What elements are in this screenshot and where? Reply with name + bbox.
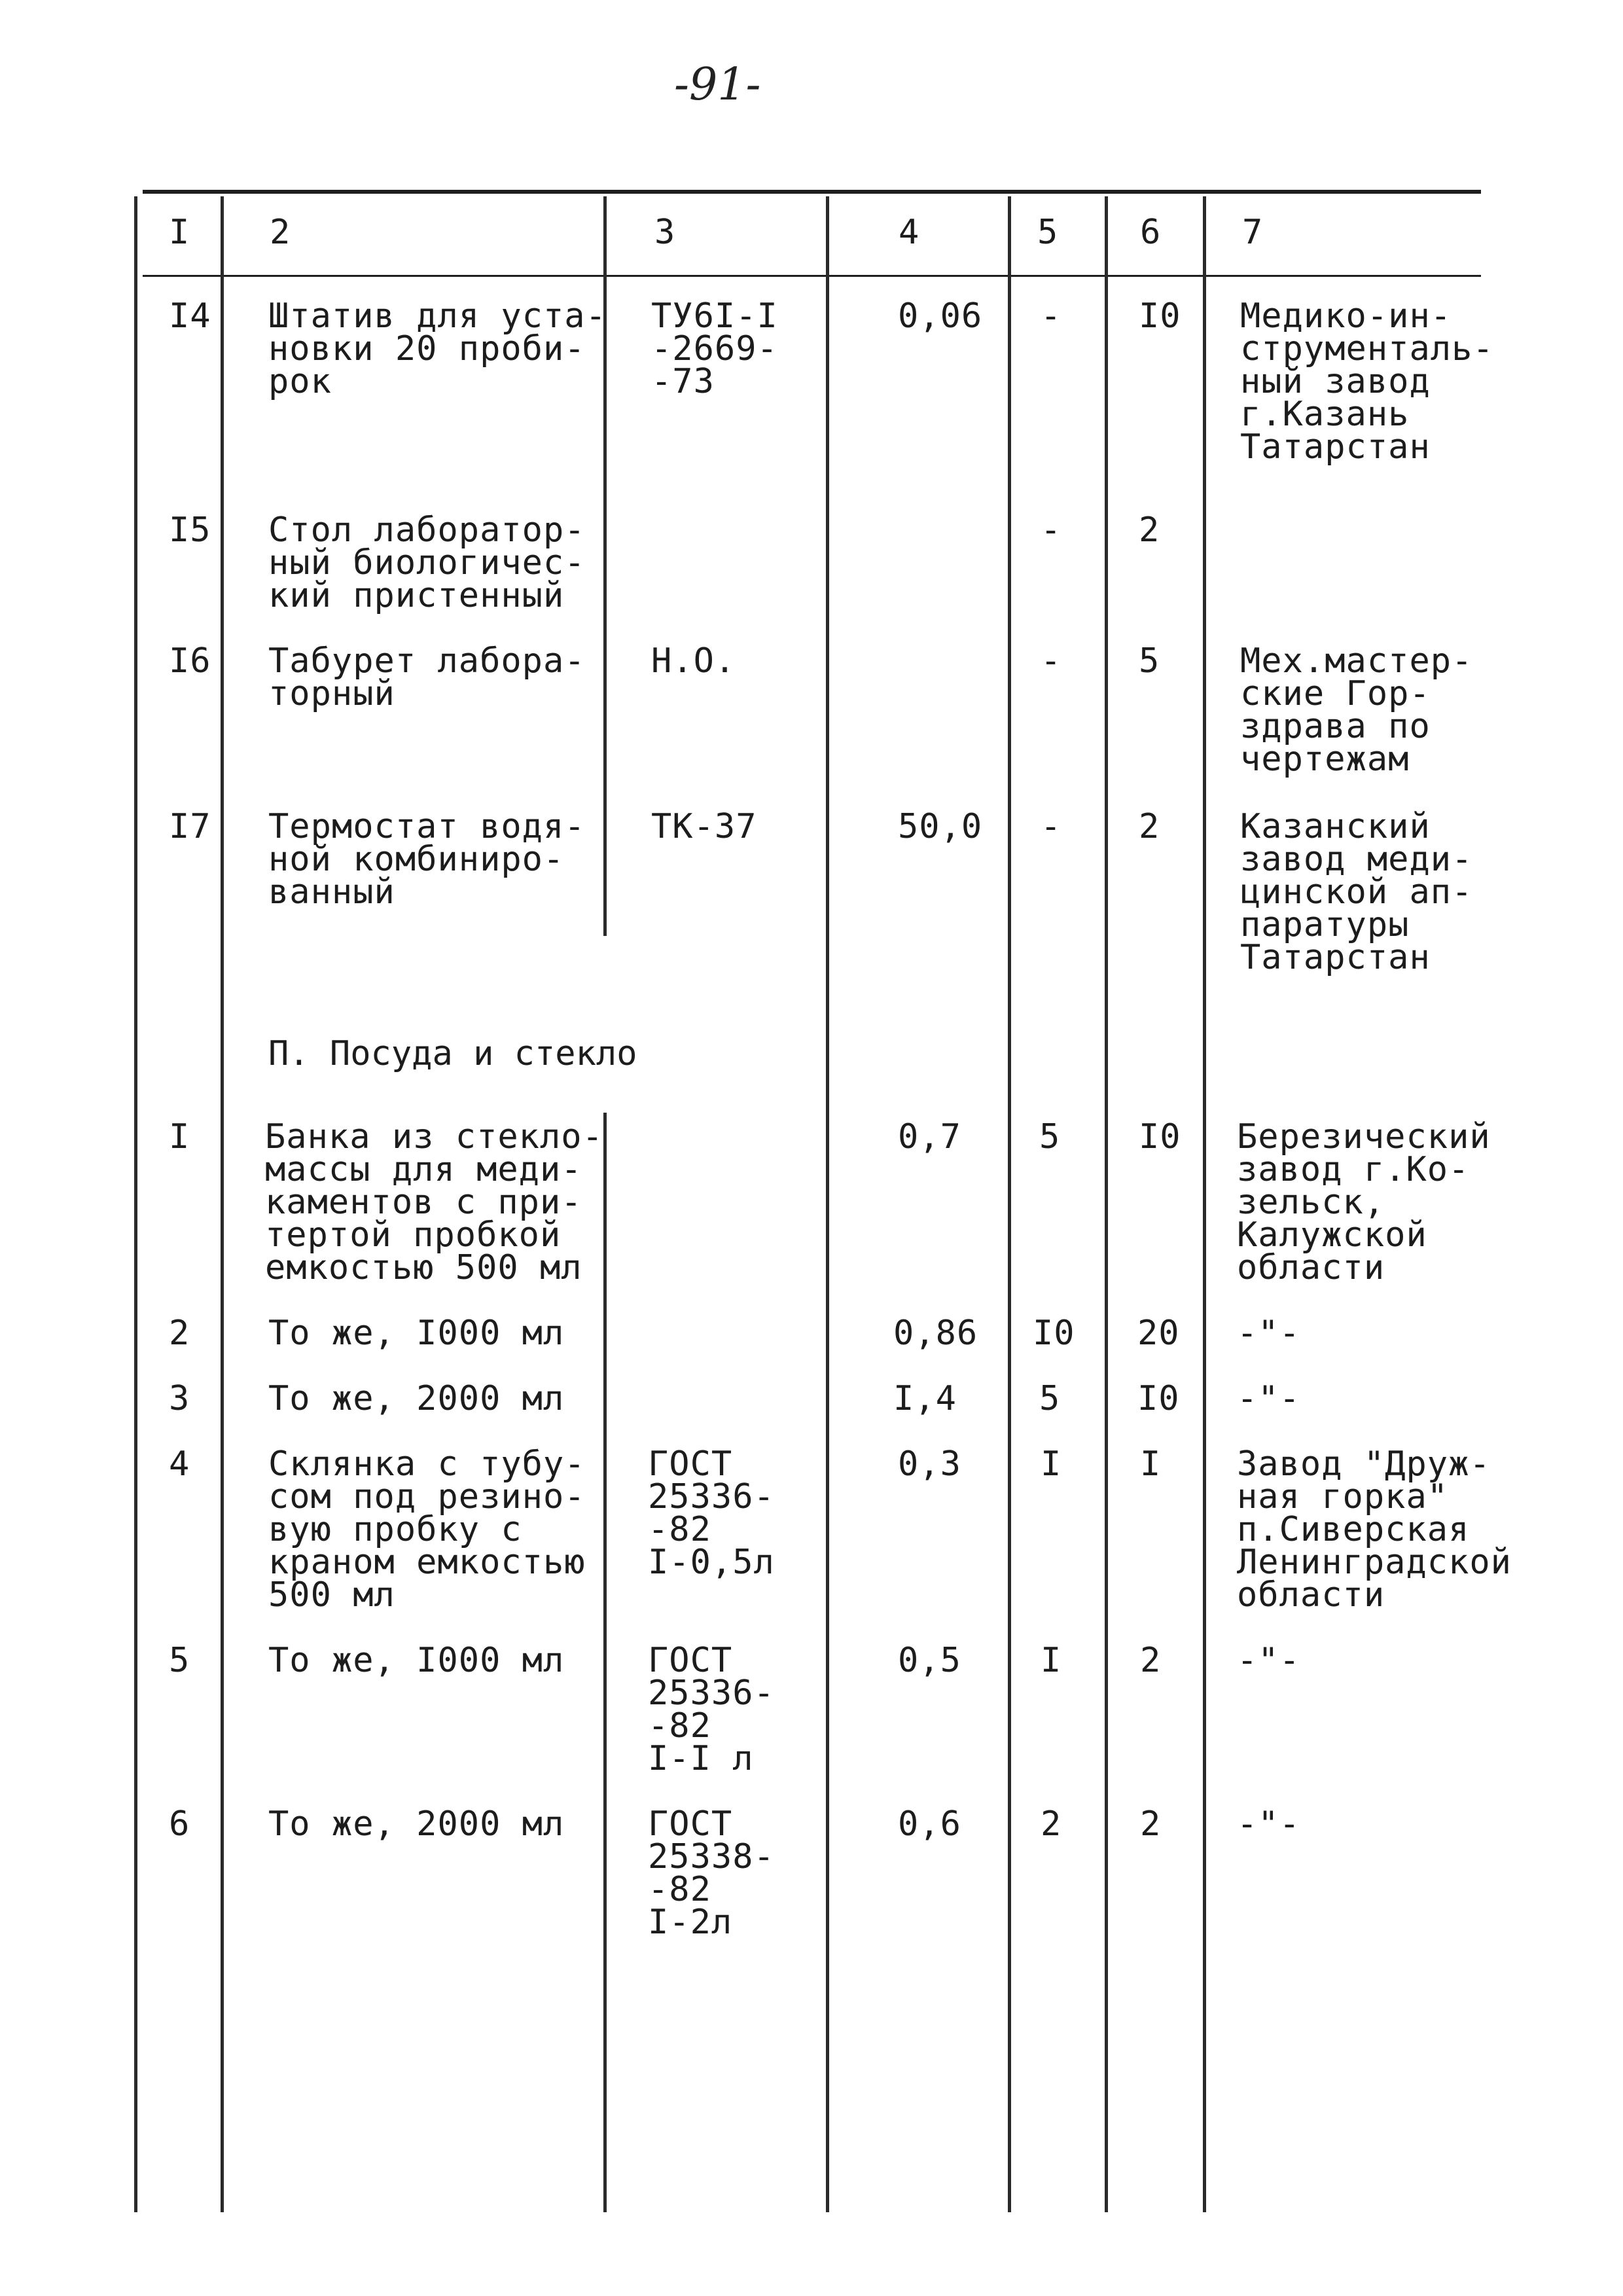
item-name: То же, I000 мл	[268, 1641, 565, 1680]
item-name: Стол лаборатор- ный биологичес- кий пристенный	[268, 511, 586, 615]
item-col6: 2	[1139, 511, 1160, 550]
row-number: 3	[169, 1379, 190, 1418]
section-title: П. Посуда и стекло	[268, 1034, 637, 1073]
item-col6: 5	[1139, 641, 1160, 681]
header-col-6: 6	[1140, 213, 1162, 252]
item-col5: -	[1041, 641, 1062, 681]
header-bottom-rule	[143, 275, 1481, 277]
item-name: То же, 2000 мл	[268, 1804, 565, 1844]
item-col4: 0,5	[898, 1641, 961, 1680]
col-divider-1	[134, 196, 137, 2212]
col-divider-7	[1203, 196, 1206, 2212]
item-maker: -"-	[1237, 1379, 1300, 1418]
item-name: Термостат водя- ной комбиниро- ванный	[268, 807, 586, 912]
item-col5: 5	[1039, 1117, 1061, 1157]
row-number: 4	[169, 1444, 190, 1484]
header-col-3: 3	[654, 213, 676, 252]
row-number: I7	[169, 807, 211, 846]
item-name: То же, I000 мл	[268, 1314, 565, 1353]
item-name: Банка из стекло- массы для меди- каментов с при- тертой пробкой емкостью 500 мл	[265, 1117, 603, 1287]
item-maker: -"-	[1237, 1314, 1300, 1353]
item-spec: ТК-37	[651, 807, 757, 846]
item-col5: I	[1041, 1444, 1062, 1484]
header-col-7: 7	[1242, 213, 1264, 252]
item-maker: Завод "Друж- ная горка" п.Сиверская Ленинградской области	[1237, 1444, 1512, 1615]
item-col4: 0,6	[898, 1804, 961, 1844]
row-number: I5	[169, 511, 211, 550]
table-top-rule	[143, 190, 1481, 194]
item-col6: 2	[1140, 1804, 1162, 1844]
item-col5: I0	[1033, 1314, 1075, 1353]
header-col-2: 2	[270, 213, 291, 252]
item-col4: 50,0	[898, 807, 983, 846]
item-maker: Казанский завод меди- цинской ап- паратуры Татарстан	[1240, 807, 1473, 977]
item-col4: 0,7	[898, 1117, 961, 1157]
item-col6: 2	[1140, 1641, 1162, 1680]
item-spec: ГОСТ 25336- -82 I-I л	[648, 1641, 775, 1778]
item-spec: ГОСТ 25338- -82 I-2л	[648, 1804, 775, 1942]
item-maker: Мех.мастер- ские Гор- здрава по чертежам	[1240, 641, 1473, 779]
item-col6: 2	[1139, 807, 1160, 846]
item-spec: ГОСТ 25336- -82 I-0,5л	[648, 1444, 775, 1582]
col-divider-6	[1105, 196, 1108, 2212]
col-divider-5	[1008, 196, 1011, 2212]
item-col5: -	[1041, 511, 1062, 550]
item-maker: Березический завод г.Ко- зельск, Калужской области	[1237, 1117, 1491, 1287]
item-col4: 0,86	[893, 1314, 978, 1353]
item-maker: -"-	[1237, 1804, 1300, 1844]
item-maker: -"-	[1237, 1641, 1300, 1680]
col-divider-3b	[603, 1113, 607, 2212]
col-divider-4	[826, 196, 829, 2212]
item-col6: I0	[1139, 296, 1181, 336]
item-col5: -	[1041, 296, 1062, 336]
row-number: 5	[169, 1641, 190, 1680]
item-spec: ТУ6I-I -2669- -73	[651, 296, 778, 401]
row-number: I	[169, 1117, 190, 1157]
row-number: I6	[169, 641, 211, 681]
row-number: 2	[169, 1314, 190, 1353]
page-number: -91-	[674, 59, 761, 111]
header-col-1: I	[169, 213, 190, 252]
item-col6: I0	[1139, 1117, 1181, 1157]
item-col6: I	[1140, 1444, 1162, 1484]
row-number: 6	[169, 1804, 190, 1844]
header-col-4: 4	[899, 213, 920, 252]
item-col6: 20	[1137, 1314, 1180, 1353]
item-col4: I,4	[893, 1379, 957, 1418]
item-name: Склянка с тубу- сом под резино- вую пробку с краном емкостью 500 мл	[268, 1444, 586, 1615]
item-col4: 0,06	[898, 296, 983, 336]
col-divider-2	[221, 196, 224, 2212]
item-name: То же, 2000 мл	[268, 1379, 565, 1418]
item-col5: 5	[1039, 1379, 1061, 1418]
item-name: Табурет лабора- торный	[268, 641, 586, 713]
header-col-5: 5	[1037, 213, 1059, 252]
item-spec: Н.О.	[651, 641, 736, 681]
item-col4: 0,3	[898, 1444, 961, 1484]
item-col5: 2	[1041, 1804, 1062, 1844]
item-col5: I	[1041, 1641, 1062, 1680]
item-col5: -	[1041, 807, 1062, 846]
item-name: Штатив для уста- новки 20 проби- рок	[268, 296, 607, 401]
item-maker: Медико-ин- струменталь- ный завод г.Казань Татарстан	[1240, 296, 1494, 467]
item-col6: I0	[1137, 1379, 1180, 1418]
row-number: I4	[169, 296, 211, 336]
